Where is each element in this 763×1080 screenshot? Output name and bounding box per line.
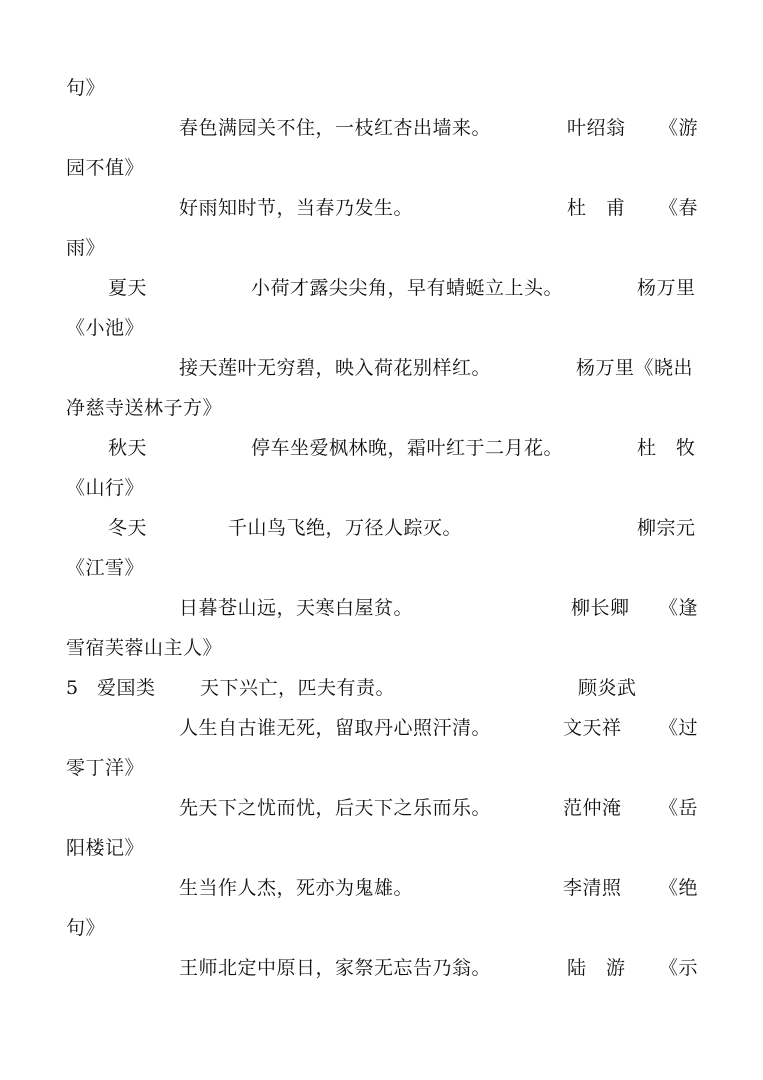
author-name: 陆 游 xyxy=(567,957,626,979)
verse-text: 王师北定中原日，家祭无忘告乃翁。 xyxy=(179,957,492,979)
author-name: 柳长卿 xyxy=(571,597,630,619)
work-title-start: 《示 xyxy=(659,957,699,979)
continuation-text: 阳楼记》 xyxy=(66,837,145,859)
verse-text: 好雨知时节，当春乃发生。 xyxy=(179,197,414,219)
verse-text: 天下兴亡，匹夫有责。 xyxy=(200,677,396,699)
author-name: 杜 甫 xyxy=(567,197,626,219)
work-title-start: 《游 xyxy=(659,117,699,139)
continuation-text: 雨》 xyxy=(66,237,106,259)
category-label: 爱国类 xyxy=(97,677,156,699)
continuation-text: 《江雪》 xyxy=(66,557,145,579)
continuation-text: 雪宿芙蓉山主人》 xyxy=(66,637,223,659)
continuation-text: 园不值》 xyxy=(66,157,145,179)
author-name: 文天祥 xyxy=(563,717,622,739)
season-label: 冬天 xyxy=(108,517,148,539)
author-name: 顾炎武 xyxy=(578,677,637,699)
author-name: 叶绍翁 xyxy=(567,117,626,139)
author-name: 杜 牧 xyxy=(637,437,696,459)
continuation-text: 净慈寺送林子方》 xyxy=(66,397,223,419)
continuation-text: 《山行》 xyxy=(66,477,145,499)
continuation-text: 句》 xyxy=(66,77,106,99)
season-label: 夏天 xyxy=(108,277,148,299)
verse-text: 日暮苍山远，天寒白屋贫。 xyxy=(179,597,414,619)
work-title-start: 《春 xyxy=(659,197,699,219)
verse-text: 接天莲叶无穷碧，映入荷花别样红。 xyxy=(179,357,492,379)
author-name: 杨万里《晓出 xyxy=(576,357,694,379)
work-title-start: 《岳 xyxy=(659,797,699,819)
verse-text: 停车坐爱枫林晚，霜叶红于二月花。 xyxy=(251,437,564,459)
verse-text: 千山鸟飞绝，万径人踪灭。 xyxy=(228,517,463,539)
author-name: 李清照 xyxy=(563,877,622,899)
verse-text: 春色满园关不住，一枝红杏出墙来。 xyxy=(179,117,492,139)
work-title-start: 《绝 xyxy=(659,877,699,899)
category-number: 5 xyxy=(66,677,79,699)
continuation-text: 零丁洋》 xyxy=(66,757,145,779)
work-title-start: 《逢 xyxy=(659,597,699,619)
work-title-start: 《过 xyxy=(659,717,699,739)
verse-text: 先天下之忧而忧，后天下之乐而乐。 xyxy=(179,797,492,819)
verse-text: 人生自古谁无死，留取丹心照汗清。 xyxy=(179,717,492,739)
continuation-text: 《小池》 xyxy=(66,317,145,339)
author-name: 范仲淹 xyxy=(563,797,622,819)
continuation-text: 句》 xyxy=(66,917,106,939)
verse-text: 生当作人杰，死亦为鬼雄。 xyxy=(179,877,414,899)
author-name: 柳宗元 xyxy=(637,517,696,539)
season-label: 秋天 xyxy=(108,437,148,459)
verse-text: 小荷才露尖尖角，早有蜻蜓立上头。 xyxy=(251,277,564,299)
author-name: 杨万里 xyxy=(637,277,696,299)
